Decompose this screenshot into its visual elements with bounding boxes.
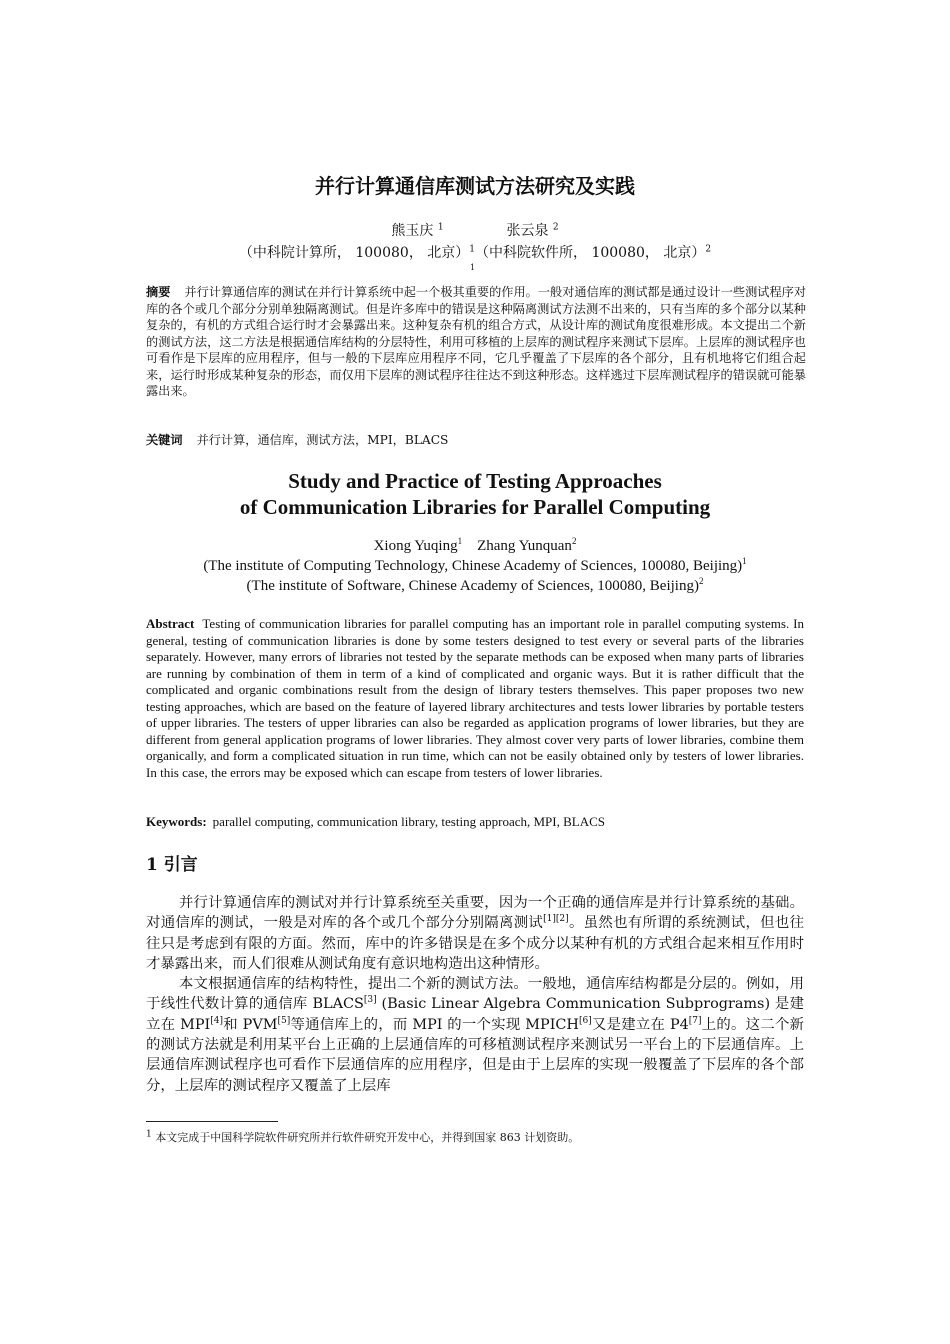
english-author-2: Zhang Yunquan — [477, 538, 572, 554]
chinese-title: 并行计算通信库测试方法研究及实践 — [315, 174, 635, 198]
english-affiliation-1-sup: 1 — [742, 556, 747, 566]
chinese-keywords-text: 并行计算，通信库，测试方法，MPI，BLACS — [196, 433, 449, 447]
english-title-line-1: Study and Practice of Testing Approaches — [288, 469, 662, 493]
paragraph-2-text-f: 上的。这二个新的测试方法就是利用某平台上正确的上层通信库的可移植测试程序来测试另一平台上的下层通信库。上层通信库测试程序也可看作下层通信库的应用程序，但是由于上层库的实现一般覆盖了下层库的各个部分，上层库的测试程序又覆盖了上层库 — [146, 1016, 804, 1094]
chinese-affiliation-1: （中科院计算所， 100080， 北京） — [238, 245, 470, 261]
english-affiliation-1-text: (The institute of Computing Technology, Chinese Academy of Sciences, 100080, Beijing) — [203, 558, 743, 574]
paragraph-2-text-c: 和 PVM — [222, 1016, 278, 1033]
english-abstract-text: Testing of communication libraries for parallel computing has an important role in parallel computing systems. In general, testing of communication libraries is done by some testers designed to test every or several parts of the libraries separately. However, many errors of libraries not tested by the separate methods can be exposed when many parts of libraries are running by combination of them in term of a kind of complicated and organic ways. But it is rather difficult that the complicated and organic combinations result from the design of library testers themselves. This paper proposes two new testing approaches, which are based on the feature of layered library architectures and tests lower libraries by portable testers of upper libraries. The testers of upper libraries can also be regarded as application programs of lower libraries, but they are different from general application programs of lower libraries. They almost cover very parts of lower libraries, combine them organically, and form a complicated situation in run time, which can not be easily obtained only by testers of lower libraries. In this case, the errors may be exposed which can escape from testers of lower libraries. — [146, 616, 804, 780]
chinese-affiliation-1-sup: 1 — [469, 244, 475, 255]
section-1-heading: 1 引言 — [146, 855, 198, 875]
citation-1-2: [1][2] — [543, 914, 569, 925]
chinese-affiliation-2: （中科院软件所， 100080， 北京） — [475, 245, 706, 261]
paragraph-2-text-a: 本文根据通信库的结构特性，提出二个新的测试方法。一般地，通信库结构都是分层的。例如，用于线性代数计算的通信库 BLACS — [146, 976, 804, 1013]
chinese-author-2-sup: 2 — [552, 222, 559, 233]
chinese-affiliation-subscript: 1 — [470, 263, 476, 272]
english-title-line-2: of Communication Libraries for Parallel Computing — [239, 495, 711, 519]
paragraph-1-text-a: 并行计算通信库的测试对并行计算系统至关重要，因为一个正确的通信库是并行计算系统的基础。对通信库的测试，一般是对库的各个或几个部分分别隔离测试 — [146, 895, 804, 932]
paragraph-2-text-b: (Basic Linear Algebra Communication Subprograms) 是建立在 MPI — [146, 996, 805, 1033]
english-abstract-label: Abstract — [146, 616, 195, 631]
paragraph-1-text-b: 。虽然也有所谓的系统测试，但也往往只是考虑到有限的方面。然而，库中的许多错误是在多个成分以某种有机的方式组合起来相互作用时才暴露出来，而人们很难从测试角度有意识地构造出这种情形。 — [146, 915, 804, 972]
chinese-keywords — [146, 431, 448, 448]
paragraph-2-text-e: 又是建立在 P4 — [591, 1016, 689, 1033]
english-author-1-sup: 1 — [457, 536, 463, 546]
english-author-2-sup: 2 — [571, 536, 577, 546]
citation-6: [6] — [578, 1015, 592, 1026]
section-1-paragraph-1 — [146, 893, 804, 974]
chinese-keywords-label: 关键词 — [146, 433, 183, 447]
english-keywords-label: Keywords: — [146, 814, 207, 829]
chinese-author-2: 张云泉 — [506, 223, 549, 239]
footnote — [146, 1129, 579, 1145]
citation-7: [7] — [688, 1015, 702, 1026]
footnote-text: 本文完成于中国科学院软件研究所并行软件研究开发中心，并得到国家 863 计划资助。 — [155, 1131, 580, 1144]
english-affiliation-2 — [0, 578, 950, 595]
chinese-authors — [0, 220, 950, 240]
english-affiliation-2-sup: 2 — [698, 576, 704, 586]
chinese-author-1-sup: 1 — [437, 222, 444, 233]
english-author-1: Xiong Yuqing — [373, 538, 458, 554]
citation-5: [5] — [277, 1015, 291, 1026]
footnote-marker: 1 — [146, 1129, 152, 1140]
english-authors — [0, 538, 950, 555]
english-affiliation-2-text: (The institute of Software, Chinese Academy of Sciences, 100080, Beijing) — [246, 578, 699, 594]
chinese-abstract-text: 并行计算通信库的测试在并行计算系统中起一个极其重要的作用。一般对通信库的测试都是通过设计一些测试程序对库的各个或几个部分分别单独隔离测试。但是许多库中的错误是这种隔离测试方法测不出来的，只有当库的多个部分以某种复杂的，有机的方式组合运行时才会暴露出来。这种复杂有机的组合方式，从设计库的测试角度很难形成。本文提出二个新的测试方法，这二方法是根据通信库结构的分层特性，利用可移植的上层库的测试程序来测试下层库。上层库的测试程序也可看作是下层库的应用程序，但与一般的下层库应用程序不同，它几乎覆盖了下层库的各个部分，且有机地将它们组合起来，运行时形成某种复杂的形态，而仅用下层库的测试程序往往达不到这种形态。这样逃过下层库测试程序的错误就可能暴露出来。 — [146, 285, 807, 398]
chinese-affiliations — [0, 242, 950, 262]
chinese-author-1: 熊玉庆 — [391, 223, 434, 239]
footnote-separator — [146, 1121, 278, 1122]
citation-4: [4] — [210, 1015, 223, 1026]
citation-3: [3] — [363, 995, 377, 1006]
english-title — [0, 468, 950, 520]
section-1-body — [146, 893, 804, 1096]
section-1-paragraph-2 — [146, 974, 804, 1096]
chinese-abstract-label: 摘要 — [146, 285, 171, 299]
chinese-affiliation-2-sup: 2 — [705, 244, 712, 255]
paragraph-2-text-d: 等通信库上的，而 MPI 的一个实现 MPICH — [290, 1016, 579, 1033]
english-keywords — [146, 814, 605, 830]
english-affiliation-1 — [0, 558, 950, 575]
english-keywords-text: parallel computing, communication library, testing approach, MPI, BLACS — [212, 814, 606, 829]
chinese-abstract — [146, 284, 806, 400]
english-abstract — [146, 616, 804, 781]
